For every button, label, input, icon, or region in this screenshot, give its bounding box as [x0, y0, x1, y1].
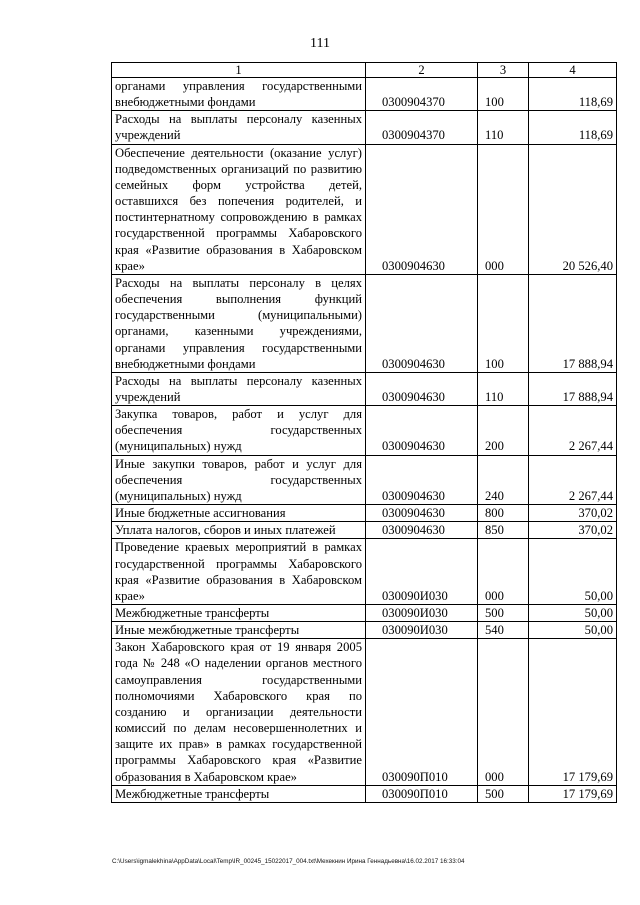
expense-type-code: 000	[478, 539, 529, 605]
expense-name: Межбюджетные трансферты	[112, 605, 366, 622]
expense-type-code: 500	[478, 605, 529, 622]
expense-name: Обеспечение деятельности (оказание услуг) подведомственных организаций по развитию семейных форм устройства детей, оставшихся без попечения родителей, и постинтернатному сопровождению в рамках государственной программы Хабаровского края «Развитие образования в Хабаровском крае»	[112, 144, 366, 274]
amount: 118,69	[529, 78, 617, 111]
target-code: 030090И030	[366, 539, 478, 605]
column-header-4: 4	[529, 63, 617, 78]
target-code: 0300904630	[366, 406, 478, 455]
expense-name: Проведение краевых мероприятий в рамках государственной программы Хабаровского края «Развитие образования в Хабаровском крае»	[112, 539, 366, 605]
budget-table	[111, 62, 617, 803]
table-row	[112, 505, 617, 522]
expense-name: органами управления государственными внебюджетными фондами	[112, 78, 366, 111]
expense-type-code: 800	[478, 505, 529, 522]
table-row	[112, 455, 617, 504]
expense-name: Расходы на выплаты персоналу казенных учреждений	[112, 372, 366, 405]
table-row	[112, 144, 617, 274]
expense-type-code: 000	[478, 639, 529, 785]
target-code: 030090И030	[366, 605, 478, 622]
expense-name: Уплата налогов, сборов и иных платежей	[112, 522, 366, 539]
expense-name: Расходы на выплаты персоналу казенных учреждений	[112, 111, 366, 144]
target-code: 0300904630	[366, 144, 478, 274]
expense-name: Закупка товаров, работ и услуг для обеспечения государственных (муниципальных) нужд	[112, 406, 366, 455]
table-row	[112, 406, 617, 455]
amount: 370,02	[529, 505, 617, 522]
amount: 17 888,94	[529, 372, 617, 405]
target-code: 0300904370	[366, 111, 478, 144]
table-row	[112, 639, 617, 785]
target-code: 030090П010	[366, 785, 478, 802]
target-code: 0300904370	[366, 78, 478, 111]
target-code: 0300904630	[366, 522, 478, 539]
expense-type-code: 540	[478, 622, 529, 639]
target-code: 030090И030	[366, 622, 478, 639]
table-row	[112, 539, 617, 605]
amount: 20 526,40	[529, 144, 617, 274]
table-row	[112, 522, 617, 539]
amount: 17 179,69	[529, 639, 617, 785]
expense-type-code: 100	[478, 78, 529, 111]
expense-type-code: 500	[478, 785, 529, 802]
amount: 17 179,69	[529, 785, 617, 802]
amount: 370,02	[529, 522, 617, 539]
target-code: 0300904630	[366, 455, 478, 504]
expense-type-code: 200	[478, 406, 529, 455]
expense-name: Межбюджетные трансферты	[112, 785, 366, 802]
column-header-1: 1	[112, 63, 366, 78]
table-row	[112, 372, 617, 405]
expense-name: Расходы на выплаты персоналу в целях обеспечения выполнения функций государственными (муниципальными) органами, казенными учреждениями, органами управления государственными внебюджетными фондами	[112, 274, 366, 372]
table-header-row	[112, 63, 617, 78]
expense-name: Иные бюджетные ассигнования	[112, 505, 366, 522]
expense-type-code: 110	[478, 111, 529, 144]
table-row	[112, 111, 617, 144]
table-row	[112, 78, 617, 111]
expense-type-code: 110	[478, 372, 529, 405]
amount: 50,00	[529, 605, 617, 622]
file-path-footer: C:\Users\igmalekhina\AppData\Local\Temp\IR_00245_15022017_004.txt\Мехекнин Ирина Геннадьевна\16.02.2017 16:33:04	[112, 858, 465, 865]
expense-type-code: 850	[478, 522, 529, 539]
table-row	[112, 622, 617, 639]
target-code: 0300904630	[366, 372, 478, 405]
page-number: 111	[310, 36, 330, 51]
expense-type-code: 000	[478, 144, 529, 274]
expense-type-code: 100	[478, 274, 529, 372]
table-row	[112, 274, 617, 372]
target-code: 030090П010	[366, 639, 478, 785]
column-header-2: 2	[366, 63, 478, 78]
amount: 2 267,44	[529, 406, 617, 455]
table-row	[112, 785, 617, 802]
amount: 2 267,44	[529, 455, 617, 504]
expense-name: Иные межбюджетные трансферты	[112, 622, 366, 639]
amount: 50,00	[529, 622, 617, 639]
target-code: 0300904630	[366, 505, 478, 522]
amount: 17 888,94	[529, 274, 617, 372]
table-row	[112, 605, 617, 622]
expense-name: Закон Хабаровского края от 19 января 2005 года № 248 «О наделении органов местного самоуправления государственными полномочиями Хабаровского края по созданию и организации деятельности комиссий по делам несовершеннолетних и защите их прав» в рамках государственной программы Хабаровского края «Развитие образования в Хабаровском крае»	[112, 639, 366, 785]
expense-type-code: 240	[478, 455, 529, 504]
column-header-3: 3	[478, 63, 529, 78]
amount: 50,00	[529, 539, 617, 605]
expense-name: Иные закупки товаров, работ и услуг для обеспечения государственных (муниципальных) нужд	[112, 455, 366, 504]
target-code: 0300904630	[366, 274, 478, 372]
amount: 118,69	[529, 111, 617, 144]
